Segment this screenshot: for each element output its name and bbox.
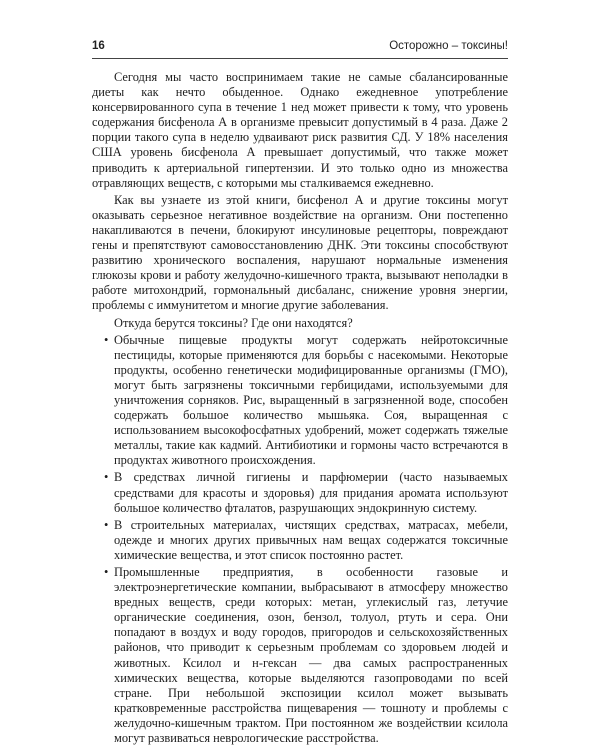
- paragraph-2: Как вы узнаете из этой книги, бисфенол А и другие токсины могут оказывать серьезное негативное воздействие на организм. Они постепенно накапливаются в печени, блокируют инсулиновые рецепторы, повреждают гены и препятствуют самовосстановлению ДНК. Эти токсины способствуют развитию хронического воспаления, нарушают нормальные изменения глюкозы крови и работу желудочно-кишечного тракта, вызывают неполадки в работе митохондрий, гормональный дисбаланс, снижение уровня энергии, проблемы с иммунитетом и многие другие заболевания.: [92, 192, 508, 313]
- page-body: [92, 70, 508, 746]
- list-item-text: В средствах личной гигиены и парфюмерии (часто называемых средствами для красоты и здоровья) для придания аромата используют большое количество фталатов, разрушающих эндокринную систему.: [114, 470, 508, 515]
- list-item-text: Обычные пищевые продукты могут содержать нейротоксичные пестициды, которые применяются для борьбы с насекомыми. Некоторые продукты, особенно генетически модифицированные организмы (ГМО), могут быть загрязнены токсичными гербицидами, используемыми для уничтожения сорняков. Рис, выращенный в загрязненной воде, способен содержать большое количество мышьяка. Соя, выращенная с использованием высокофосфатных удобрений, может содержать тяжелые металлы, такие как кадмий. Антибиотики и гормоны часто встречаются в продуктах животного происхождения.: [114, 332, 508, 468]
- bullet-icon: •: [104, 565, 109, 579]
- list-item-text: Промышленные предприятия, в особенности газовые и электроэнергетические компании, выбрасывают в атмосферу множество вредных веществ, среди которых: метан, углекислый газ, летучие органические соединения, озон, бензол, толуол, ртуть и сера. Они попадают в воздух и воду городов, пригородов и сельскохозяйственных районов, что приводит к серьезным проблемам со здоровьем людей и животных. Ксилол и н-гексан — два самых распространенных химических вещества, которые выделяются газопроводами по всей стране. При небольшой экспозиции ксилол может вызывать кратковременные расстройства пищеварения — тошноту и проблемы с желудочно-кишечным трактом. При постоянном же воздействии ксилола могут развиваться неврологические расстройства.: [114, 565, 508, 746]
- header-rule: [92, 58, 508, 59]
- running-header: [92, 40, 508, 52]
- paragraph-question: Откуда берутся токсины? Где они находятся?: [114, 315, 353, 330]
- bullet-icon: •: [104, 332, 109, 347]
- toxin-sources-list: [92, 333, 508, 747]
- paragraph-1: Сегодня мы часто воспринимаем такие не самые сбалансированные диеты как нечто обыденное. Однако ежедневное употребление консервированного супа в течение 1 нед может привести к тому, что уровень содержания бисфенола А в организме превысит допустимый в 4 раза. Даже 2 порции такого супа в неделю удваивают риск развития СД. У 18% населения США уровень бисфенола А превышает допустимый, что также может приводить к артериальной гипертензии. И это только одно из множества отравляющих веществ, с которыми мы сталкиваемся ежедневно.: [92, 70, 508, 190]
- list-item: [92, 518, 508, 563]
- list-item-text: В строительных материалах, чистящих средствах, матрасах, мебели, одежде и многих других привычных нам вещах содержатся токсичные химические вещества, и этот список постоянно растет.: [114, 517, 508, 562]
- page-number: 16: [92, 40, 105, 52]
- running-title: Осторожно – токсины!: [389, 40, 508, 52]
- list-item: [92, 565, 508, 746]
- list-item: [92, 470, 508, 515]
- bullet-icon: •: [104, 470, 109, 485]
- list-item: [92, 333, 508, 469]
- bullet-icon: •: [104, 517, 109, 532]
